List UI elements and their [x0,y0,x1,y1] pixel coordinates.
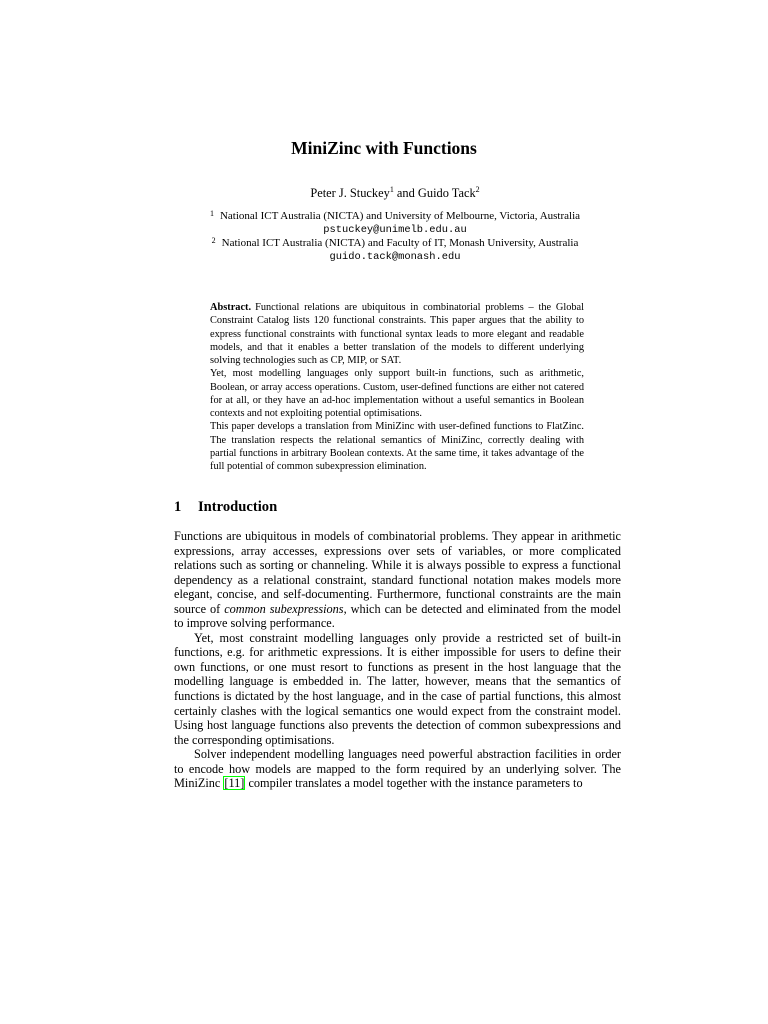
citation-link[interactable]: [11] [224,776,245,791]
affiliation [0,237,768,250]
affiliation-text: National ICT Australia (NICTA) and University of Melbourne, Victoria, Australia [219,210,581,222]
section-title: Introduction [198,499,278,515]
section-number: 1 [174,499,182,515]
body-paragraph [174,529,621,631]
abstract [210,301,584,473]
affiliation-mark: 1 [209,209,214,218]
body-paragraph: Yet, most constraint modelling languages only provide a restricted set of built-in functions, e.g. for arithmetic expressions. It is either impossible for users to define their own functions, or one must resort to functions as present in the host language that the modelling language is embedded in. The latter, however, means that the semantics of functions is dictated by the host language, and in the case of partial functions, this almost certainly clashes with the logical semantics one would expect from the constraint model. Using host language functions also prevents the detection of common subexpressions and the corresponding optimisations. [174,630,621,747]
author-name: Peter J. Stuckey [310,186,390,201]
body-text-run: Functions are ubiquitous in models of combinatorial problems. They appear in arithmetic expressions, array accesses, expressions over sets of variables, or more complicated relations such as sorting or channeling. While it is always possible to express a functional dependency as a relational constraint, standard functional notation makes models more elegant, concise, and self-documenting. Furthermore, functional constraints are the main source of [174,529,621,616]
affiliation-mark: 2 [475,185,480,194]
affiliation-mark: 2 [211,236,216,245]
author-email[interactable]: guido.tack@monash.edu [329,251,461,263]
author-line [0,182,768,201]
body-text-run: Solver independent modelling languages need powerful abstraction facilities in order to encode how models are mapped to the form required by an underlying solver. The MiniZinc [174,747,621,791]
abstract-paragraph [210,301,584,367]
section-body [174,529,621,791]
author-email[interactable]: pstuckey@unimelb.edu.au [323,224,467,236]
body-text-run: compiler translates a model together with the instance parameters to [245,776,583,791]
body-paragraph [174,747,621,791]
section-heading [174,498,277,516]
affiliation [0,210,768,223]
emphasis-text: common subexpressions [224,601,344,616]
paper-title: MiniZinc with Functions [291,138,477,158]
affiliation-text: National ICT Australia (NICTA) and Faculty of IT, Monash University, Australia [221,237,579,249]
abstract-label: Abstract. [210,302,252,313]
abstract-text: Functional relations are ubiquitous in combinatorial problems – the Global Constraint Catalog lists 120 functional constraints. This paper argues that the ability to express functional constraints with functional syntax leads to more elegant and readable models, and that it enables a better translation of the models to different underlying solving technologies such as CP, MIP, or SAT. [210,302,584,366]
abstract-paragraph: This paper develops a translation from MiniZinc with user-defined functions to FlatZinc. The translation respects the relational semantics of MiniZinc, correctly dealing with partial functions in arbitrary Boolean contexts. At the same time, it takes advantage of the full potential of common subexpression elimination. [210,421,584,472]
abstract-paragraph: Yet, most modelling languages only support built-in functions, such as arithmetic, Boolean, or array access operations. Custom, user-defined functions are either not catered for at all, or they have an ad-hoc implementation without a useful semantics in Boolean contexts and not exploiting potential optimisations. [210,368,584,419]
author-name: Guido Tack [417,186,476,201]
body-text-run: , which can be detected and eliminated from the model to improve solving performance. [174,601,621,631]
affiliation-mark: 1 [389,185,394,194]
author-separator: and [393,186,418,201]
